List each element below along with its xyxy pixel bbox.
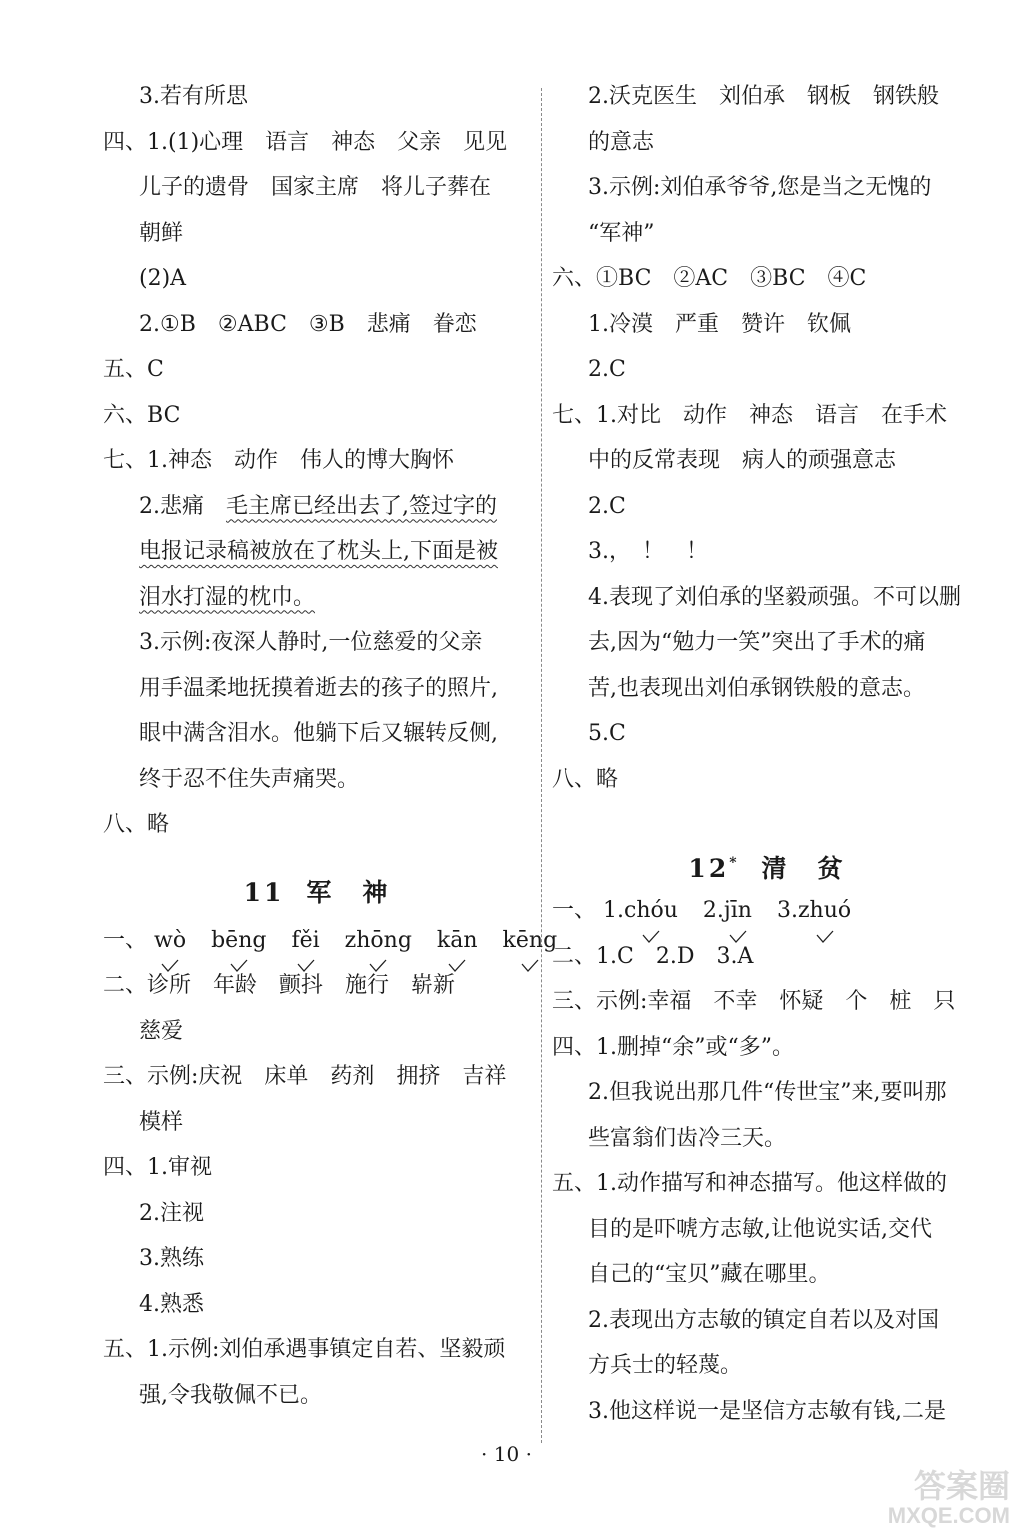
answer-line: 的意志 bbox=[588, 129, 655, 155]
pinyin-line bbox=[103, 918, 558, 964]
check-mark-icon bbox=[230, 959, 248, 973]
pinyin-item: 1.chóu bbox=[603, 888, 678, 934]
left-column bbox=[103, 74, 558, 1418]
answer-line: 中的反常表现 病人的顽强意志 bbox=[588, 448, 897, 473]
check-mark-icon bbox=[729, 930, 747, 944]
answer-line: 朝鲜 bbox=[139, 220, 184, 246]
answer-line: 方兵士的轻蔑。 bbox=[588, 1353, 743, 1378]
lesson-number: 12* bbox=[688, 854, 740, 883]
page-number: · 10 · bbox=[481, 1442, 532, 1466]
answer-line: “军神” bbox=[588, 220, 655, 246]
answer-line: 目的是吓唬方志敏,让他说实话,交代 bbox=[588, 1216, 932, 1242]
answer-line bbox=[103, 529, 531, 575]
pinyin-answer: zhōng bbox=[345, 918, 412, 964]
check-mark-icon bbox=[297, 959, 315, 973]
answer-line: 用手温柔地抚摸着逝去的孩子的照片, bbox=[139, 675, 498, 701]
wavy-underlined-text: 泪水打湿的枕巾。 bbox=[139, 584, 316, 610]
pinyin-answer: fěi bbox=[291, 918, 319, 964]
check-mark-icon bbox=[448, 959, 466, 973]
answer-line: 六、①BC ②AC ③BC ④C bbox=[552, 266, 867, 291]
answer-line: 六、BC bbox=[103, 402, 181, 428]
answer-line: 八、略 bbox=[103, 812, 170, 837]
answer-line: (2)A bbox=[139, 266, 187, 291]
answer-line: 三、示例:幸福 不幸 怀疑 个 桩 只 bbox=[552, 989, 956, 1014]
answer-line: 儿子的遗骨 国家主席 将儿子葬在 bbox=[139, 175, 492, 200]
answer-line: 4.熟悉 bbox=[139, 1291, 204, 1317]
answer-line: 2.沃克医生 刘伯承 钢板 钢铁般 bbox=[588, 84, 939, 109]
pinyin-answer: bēng bbox=[211, 918, 266, 964]
answer-line: 五、1.动作描写和神态描写。他这样做的 bbox=[552, 1171, 947, 1196]
pinyin-answer: chóu bbox=[624, 888, 678, 934]
answer-line: 五、C bbox=[103, 357, 164, 382]
answer-line: 四、1.删掉“余”或“多”。 bbox=[552, 1034, 794, 1060]
answer-line: 眼中满含泪水。他躺下后又辗转反侧, bbox=[139, 721, 498, 746]
answer-line: 三、示例:庆祝 床单 药剂 拥挤 吉祥 bbox=[103, 1064, 507, 1089]
pinyin-answer: jīn bbox=[724, 888, 752, 934]
answer-line: 二、诊所 年龄 颤抖 施行 崭新 bbox=[103, 973, 456, 998]
answer-line: 强,令我敬佩不已。 bbox=[139, 1382, 322, 1408]
answer-line: 2.①B ②ABC ③B 悲痛 眷恋 bbox=[139, 311, 477, 337]
answer-line: 自己的“宝贝”藏在哪里。 bbox=[588, 1262, 831, 1287]
lesson-title: 清 贫 bbox=[761, 854, 846, 883]
wavy-underlined-text: 毛主席已经出去了,签过字的 bbox=[226, 493, 497, 519]
pinyin-line bbox=[552, 888, 982, 934]
check-mark-icon bbox=[816, 930, 834, 944]
check-mark-icon bbox=[369, 959, 387, 973]
answer-line: 七、1.对比 动作 神态 语言 在手术 bbox=[552, 402, 947, 428]
answer-line: 去,因为“勉力一笑”突出了手术的痛 bbox=[588, 630, 926, 655]
answer-line bbox=[103, 484, 531, 530]
question-number: 一、 bbox=[552, 898, 597, 923]
answer-line: 4.表现了刘伯承的坚毅顽强。不可以删 bbox=[588, 584, 961, 610]
answer-line: 四、1.审视 bbox=[103, 1155, 212, 1180]
check-mark-icon bbox=[521, 959, 539, 973]
answer-line: 二、1.C 2.D 3.A bbox=[552, 943, 754, 969]
pinyin-item: 2.jīn bbox=[703, 888, 752, 934]
pinyin-answer: wò bbox=[154, 918, 186, 964]
answer-line: 五、1.示例:刘伯承遇事镇定自若、坚毅顽 bbox=[103, 1337, 506, 1362]
answer-line: 七、1.神态 动作 伟人的博大胸怀 bbox=[103, 448, 454, 473]
answer-line: 2.表现出方志敏的镇定自若以及对国 bbox=[588, 1307, 939, 1333]
answer-line: 1.冷漠 严重 赞许 钦佩 bbox=[588, 311, 851, 337]
optional-lesson-mark: * bbox=[729, 855, 740, 871]
pinyin-answer: kēng bbox=[503, 918, 558, 964]
answer-line: 模样 bbox=[139, 1109, 184, 1135]
lesson-heading bbox=[103, 848, 531, 918]
answer-line: 3.， ！ ！ bbox=[588, 539, 708, 564]
answer-line: 3.示例:夜深人静时,一位慈爱的父亲 bbox=[139, 630, 483, 655]
answer-line: 2.但我说出那几件“传世宝”来,要叫那 bbox=[588, 1080, 947, 1105]
answer-line: 3.若有所思 bbox=[139, 84, 248, 109]
answer-line: 3.他这样说一是坚信方志敏有钱,二是 bbox=[588, 1398, 946, 1424]
pinyin-answer: zhuó bbox=[798, 888, 851, 934]
wavy-underlined-text: 电报记录稿被放在了枕头上,下面是被 bbox=[139, 539, 498, 564]
check-mark-icon bbox=[161, 959, 179, 973]
lesson-title: 军 神 bbox=[306, 877, 391, 907]
lesson-heading bbox=[552, 818, 982, 888]
question-number: 一、 bbox=[103, 927, 148, 953]
answer-line: 3.示例:刘伯承爷爷,您是当之无愧的 bbox=[588, 175, 932, 200]
right-column bbox=[552, 74, 982, 1434]
pinyin-item: 3.zhuó bbox=[777, 888, 851, 934]
watermark-logo: 答案圈 MXQE.COM bbox=[887, 1468, 1010, 1528]
answer-line: 终于忍不住失声痛哭。 bbox=[139, 766, 360, 792]
pinyin-answer: kān bbox=[437, 918, 478, 964]
answer-line: 5.C bbox=[588, 721, 626, 746]
answer-line: 慈爱 bbox=[139, 1018, 184, 1044]
answer-line: 2.注视 bbox=[139, 1200, 204, 1226]
answer-line bbox=[103, 575, 531, 621]
answer-line: 3.熟练 bbox=[139, 1246, 204, 1271]
answer-line: 2.C bbox=[588, 493, 626, 519]
lesson-number: 11 bbox=[243, 877, 285, 907]
answer-line: 八、略 bbox=[552, 766, 619, 792]
answer-line: 2.C bbox=[588, 357, 626, 382]
answer-text: 2.悲痛 bbox=[139, 493, 226, 519]
column-divider bbox=[541, 88, 542, 1443]
answer-line: 四、1.(1)心理 语言 神态 父亲 见见 bbox=[103, 129, 508, 155]
answer-line: 苦,也表现出刘伯承钢铁般的意志。 bbox=[588, 675, 925, 701]
check-mark-icon bbox=[642, 930, 660, 944]
answer-line: 些富翁们齿冷三天。 bbox=[588, 1125, 787, 1151]
